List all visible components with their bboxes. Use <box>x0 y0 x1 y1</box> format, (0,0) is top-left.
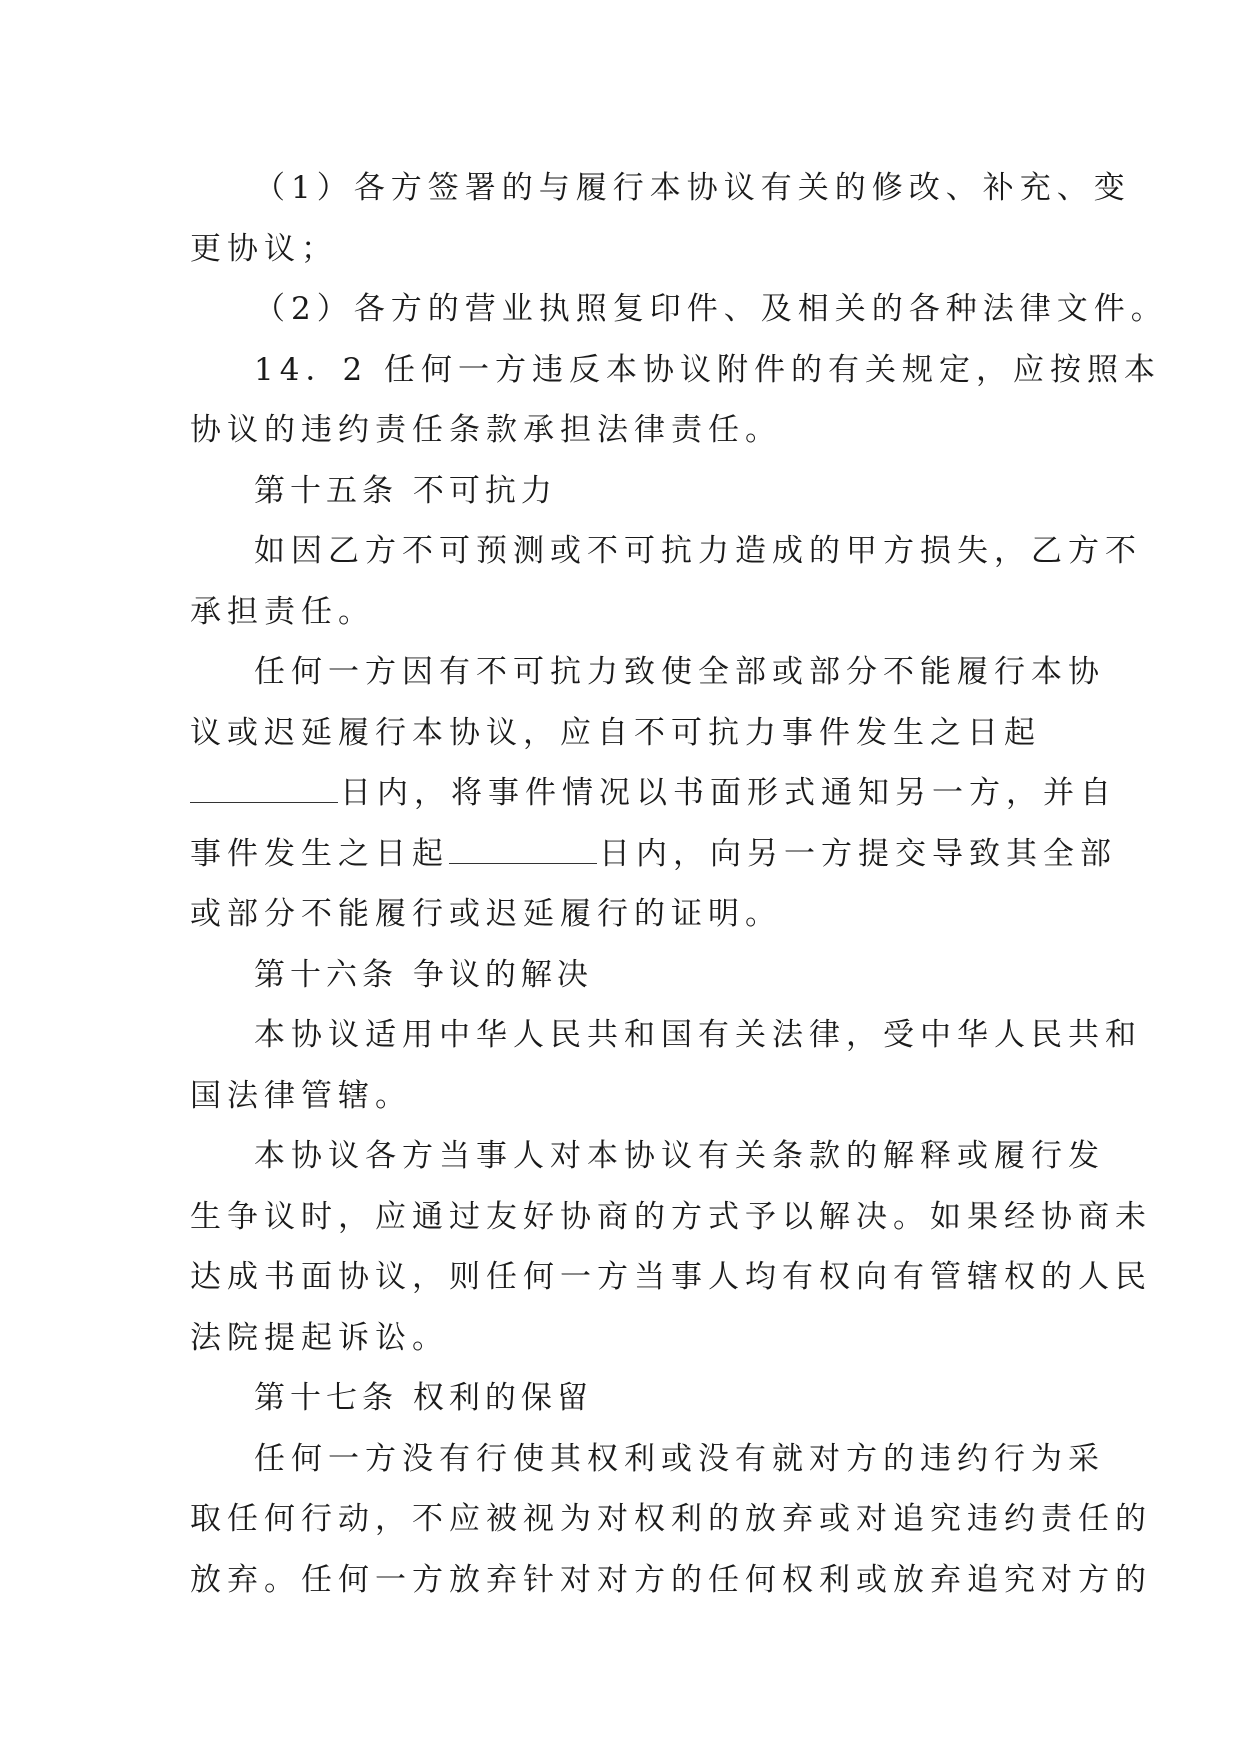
fill-in-blank-days-proof <box>449 837 597 864</box>
article-15-para-1: 如因乙方不可预测或不可抗力造成的甲方损失，乙方不 <box>254 533 1142 569</box>
line-suffix: 日内，将事件情况以书面形式通知另一方，并自 <box>340 775 1117 811</box>
article-17-heading: 第十七条 权利的保留 <box>254 1380 593 1416</box>
article-16-para-1: 本协议适用中华人民共和国有关法律，受中华人民共和 <box>254 1017 1142 1053</box>
fill-in-blank-days-notice <box>190 776 338 803</box>
article-15-para-2-line-5: 或部分不能履行或迟延履行的证明。 <box>190 896 782 932</box>
clause-14-2-cont: 协议的违约责任条款承担法律责任。 <box>190 412 782 448</box>
clause-14-1-item-1-cont: 更协议； <box>190 230 338 267</box>
article-15-para-2-line-2: 议或迟延履行本协议，应自不可抗力事件发生之日起 <box>190 714 1041 751</box>
clause-14-1-item-2: （2）各方的营业执照复印件、及相关的各种法律文件。 <box>254 291 1168 327</box>
line-prefix: 事件发生之日起 <box>190 835 449 872</box>
line-suffix: 日内，向另一方提交导致其全部 <box>599 835 1117 872</box>
article-16-para-2-line-3: 达成书面协议，则任何一方当事人均有权向有管辖权的人民 <box>190 1259 1152 1295</box>
article-16-para-2-line-2: 生争议时，应通过友好协商的方式予以解决。如果经协商未 <box>190 1198 1152 1235</box>
document-page <box>190 158 1168 1610</box>
article-16-para-1-cont: 国法律管辖。 <box>190 1077 412 1114</box>
article-16-para-2-line-4: 法院提起诉讼。 <box>190 1319 449 1356</box>
article-15-heading: 第十五条 不可抗力 <box>254 472 557 509</box>
article-17-para-1: 任何一方没有行使其权利或没有就对方的违约行为采 <box>254 1440 1105 1477</box>
article-15-para-1-cont: 承担责任。 <box>190 593 375 630</box>
article-15-para-2-line-4 <box>190 824 1117 885</box>
clause-14-1-item-1: （1）各方签署的与履行本协议有关的修改、补充、变 <box>254 170 1131 206</box>
clause-14-2: 14．2 任何一方违反本协议附件的有关规定，应按照本 <box>254 351 1162 388</box>
article-17-para-1-line-2: 取任何行动，不应被视为对权利的放弃或对追究违约责任的 <box>190 1501 1152 1537</box>
article-17-para-1-line-3: 放弃。任何一方放弃针对对方的任何权利或放弃追究对方的 <box>190 1561 1152 1598</box>
article-15-para-2: 任何一方因有不可抗力致使全部或部分不能履行本协 <box>254 654 1105 690</box>
article-16-para-2: 本协议各方当事人对本协议有关条款的解释或履行发 <box>254 1138 1105 1174</box>
article-15-para-2-line-3 <box>190 763 1117 824</box>
article-16-heading: 第十六条 争议的解决 <box>254 956 593 993</box>
